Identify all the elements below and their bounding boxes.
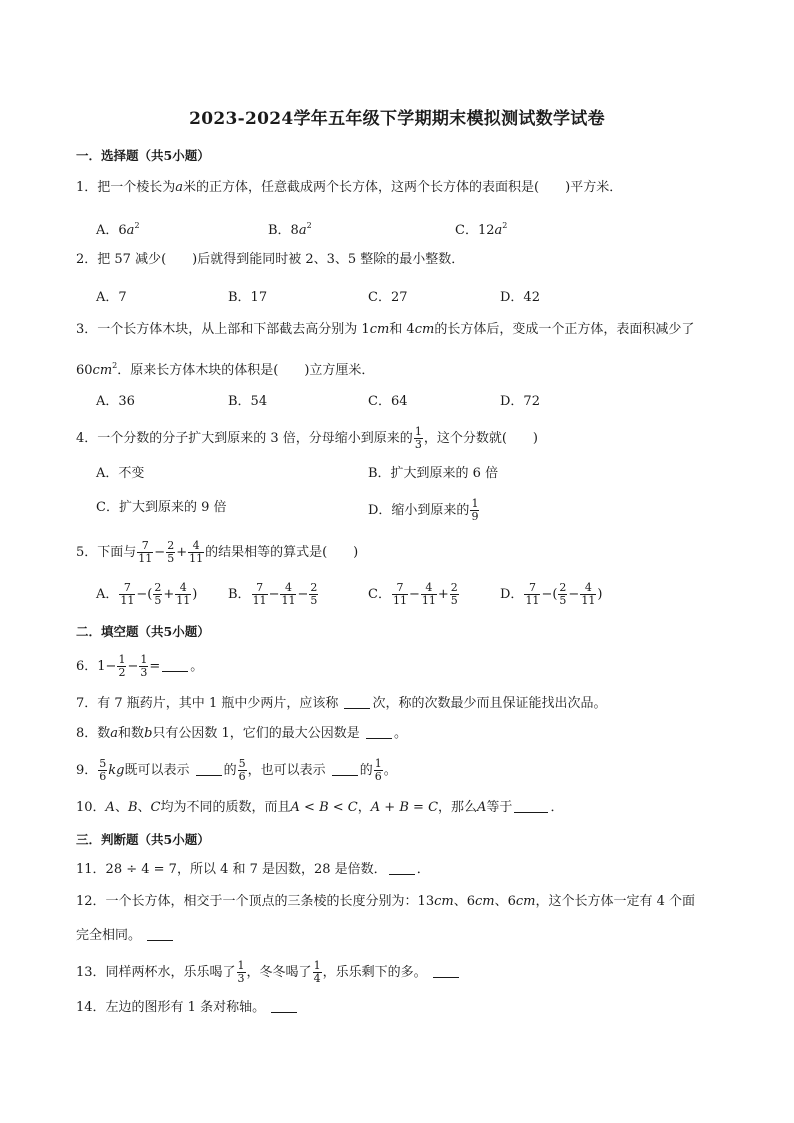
q1-option-a[interactable]: A．$6a^2$ <box>96 221 140 238</box>
q3-option-d[interactable]: D．72 <box>500 394 540 409</box>
answer-blank[interactable] <box>344 696 370 709</box>
question-8: 8．数a和数b只有公因数 1，它们的最大公因数是 。 <box>76 726 407 741</box>
q4-option-a[interactable]: A．不变 <box>96 466 145 481</box>
answer-blank[interactable] <box>271 1000 297 1013</box>
section-heading-fill: 二．填空题（共5小题） <box>76 624 210 639</box>
answer-blank[interactable] <box>332 763 358 776</box>
q1-option-c[interactable]: C．$12a^2$ <box>455 221 508 238</box>
q2-option-c[interactable]: C．27 <box>368 290 408 305</box>
q4-option-b[interactable]: B．扩大到原来的 6 倍 <box>368 466 499 481</box>
answer-blank[interactable] <box>389 862 415 875</box>
question-12-line-1: 12．一个长方体，相交于一个顶点的三条棱的长度分别为：13cm、6cm、6cm，这个长方体一定有 4 个面 <box>76 894 696 909</box>
answer-blank[interactable] <box>196 763 222 776</box>
q2-option-d[interactable]: D．42 <box>500 290 540 305</box>
q2-option-a[interactable]: A．7 <box>96 290 127 305</box>
section-heading-choice: 一．选择题（共5小题） <box>76 148 210 163</box>
fraction: $\frac{1}{9}$ <box>471 497 479 523</box>
q1-option-b[interactable]: B．$8a^2$ <box>268 221 312 238</box>
answer-blank[interactable] <box>162 659 188 672</box>
question-11: 11．28 ÷ 4 = 7，所以 4 和 7 是因数，28 是倍数． ． <box>76 862 430 877</box>
section-heading-judge: 三．判断题（共5小题） <box>76 832 210 847</box>
fraction: $\frac{1}{3}$ <box>414 425 422 451</box>
question-7: 7．有 7 瓶药片，其中 1 瓶中少两片，应该称 次，称的次数最少而且保证能找出次品。 <box>76 696 607 711</box>
q5-option-d[interactable]: D． $\frac{7}{11}$ −( $\frac{2}{5}$ − $\frac{4}{11}$ ) <box>500 581 603 607</box>
question-14: 14．左边的图形有 1 条对称轴。 <box>76 998 299 1018</box>
answer-blank[interactable] <box>366 726 392 739</box>
q5-option-c[interactable]: C． $\frac{7}{11}$ − $\frac{4}{11}$ + $\frac{2}{5}$ <box>368 581 458 607</box>
q4-option-c[interactable]: C．扩大到原来的 9 倍 <box>96 500 227 515</box>
question-3-line-1: 3．一个长方体木块，从上部和下部截去高分别为 1cm和 4cm的长方体后，变成一个正方体，表面积减少了 <box>76 322 695 337</box>
question-9: 9． $\frac{5}{6}$ kg既可以表示 的 $\frac{5}{6}$ ，也可以表示 的 $\frac{1}{6}$ 。 <box>76 757 397 783</box>
q2-option-b[interactable]: B．17 <box>228 290 268 305</box>
question-5: 5．下面与 $\frac{7}{11}$ − $\frac{2}{5}$ + $\frac{4}{11}$ 的结果相等的算式是( ) <box>76 539 359 565</box>
question-12-line-2: 完全相同。 <box>76 926 175 946</box>
question-3-line-2: $60cm^2$．原来长方体木块的体积是( )立方厘米． <box>76 361 375 378</box>
q5-option-a[interactable]: A． $\frac{7}{11}$ −( $\frac{2}{5}$ + $\frac{4}{11}$ ) <box>96 581 198 607</box>
answer-blank[interactable] <box>433 965 459 978</box>
answer-blank[interactable] <box>514 800 548 813</box>
page-title: 2023-2024学年五年级下学期期末模拟测试数学试卷 <box>189 109 605 129</box>
q4-option-d[interactable]: D．缩小到原来的 $\frac{1}{9}$ <box>368 497 479 523</box>
question-2: 2．把 57 减少( )后就得到能同时被 2、3、5 整除的最小整数． <box>76 252 465 267</box>
q3-option-a[interactable]: A．36 <box>96 394 135 409</box>
q3-option-b[interactable]: B．54 <box>228 394 268 409</box>
q3-option-c[interactable]: C．64 <box>368 394 408 409</box>
question-6: 6．1− $\frac{1}{2}$ − $\frac{1}{3}$ = 。 <box>76 653 204 679</box>
q5-option-b[interactable]: B． $\frac{7}{11}$ − $\frac{4}{11}$ − $\frac{2}{5}$ <box>228 581 318 607</box>
question-10: 10．A、B、C均为不同的质数，而且A < B < C，A + B = C，那么A等于 ． <box>76 800 564 815</box>
question-13: 13．同样两杯水，乐乐喝了 $\frac{1}{3}$ ，冬冬喝了 $\frac{1}{4}$ ，乐乐剩下的多。 <box>76 960 461 985</box>
question-4: 4．一个分数的分子扩大到原来的 3 倍，分母缩小到原来的 $\frac{1}{3}$ ，这个分数就( ) <box>76 425 538 451</box>
answer-blank[interactable] <box>147 928 173 941</box>
question-1: 1．把一个棱长为a米的正方体，任意截成两个长方体，这两个长方体的表面积是( )平方米． <box>76 180 623 195</box>
